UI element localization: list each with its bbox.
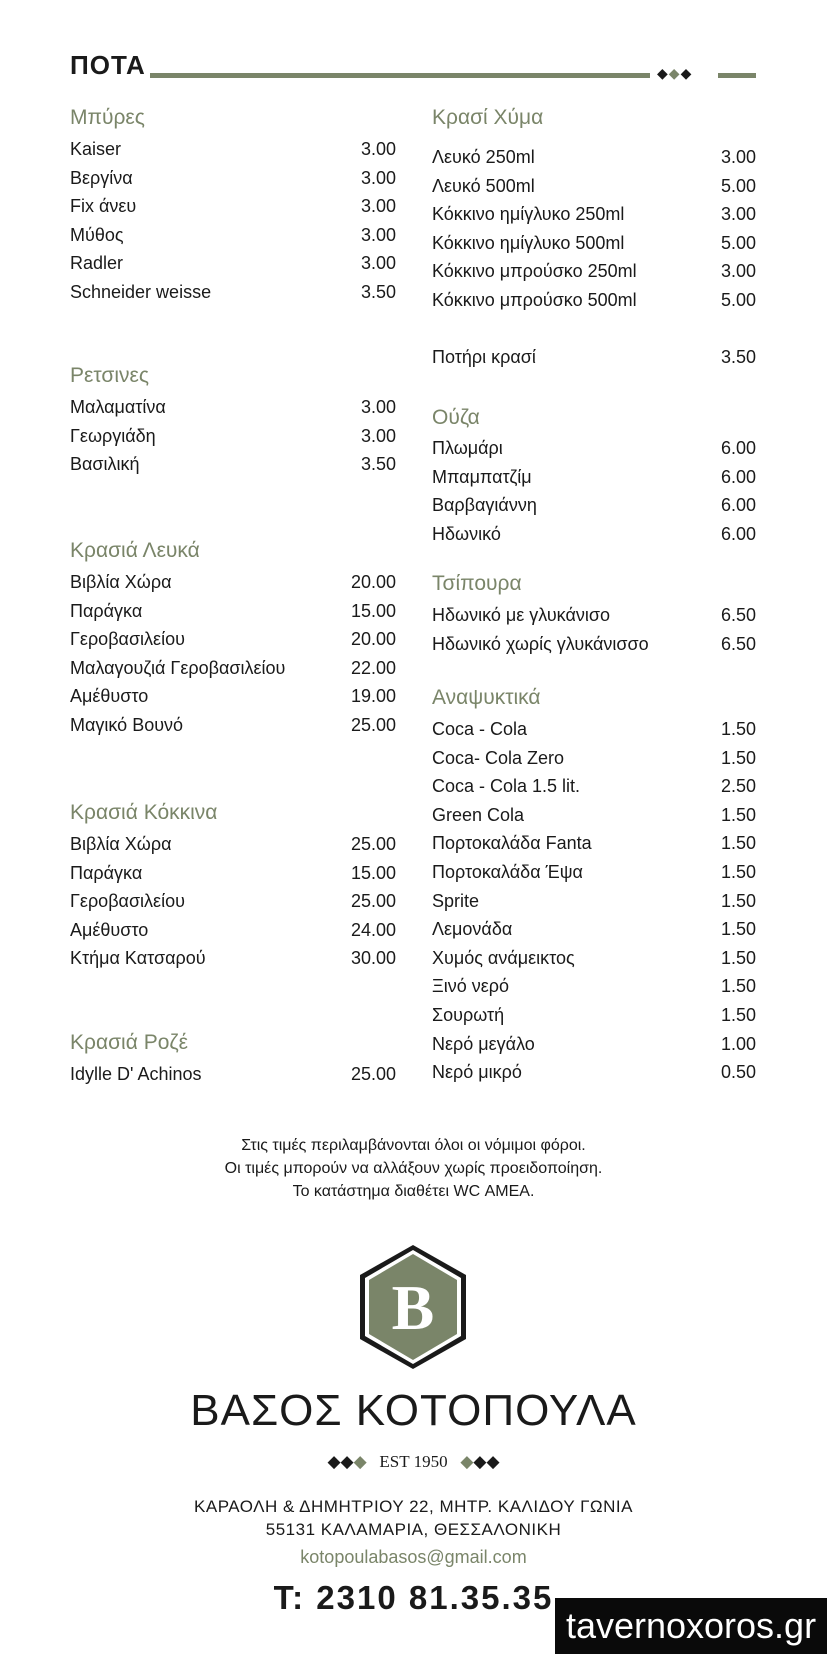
est-row <box>0 1450 827 1474</box>
menu-item <box>432 860 756 884</box>
accessibility-note: Το κατάστημα διαθέτει WC ΑΜΕΑ. <box>292 1183 535 1200</box>
diamond-icon: ◆ <box>473 1452 487 1471</box>
menu-item <box>70 627 396 651</box>
menu-item-price: 1.50 <box>720 919 756 940</box>
menu-item <box>432 746 756 770</box>
menu-item-price: 6.00 <box>720 466 756 487</box>
menu-item-name: Κόκκινο μπρούσκο 250ml <box>432 261 637 282</box>
menu-item-price: 1.50 <box>720 719 756 739</box>
section-heading: Κρασί Χύμα <box>432 106 544 129</box>
menu-item-name: Μαλαματίνα <box>70 397 166 417</box>
menu-item-price: 3.00 <box>360 425 396 446</box>
menu-item <box>432 202 756 226</box>
section-heading: Ρετσινες <box>70 364 149 387</box>
menu-item-price: 24.00 <box>350 919 396 940</box>
menu-item-price: 6.00 <box>720 523 756 544</box>
menu-item <box>70 452 396 476</box>
menu-item-price: 5.00 <box>720 232 756 253</box>
menu-item-name: Παράγκα <box>70 600 143 621</box>
menu-item-price: 1.50 <box>720 833 756 854</box>
menu-item-name: Βιβλία Χώρα <box>70 572 172 592</box>
menu-item-price: 1.50 <box>720 1005 756 1025</box>
menu-item <box>432 717 756 741</box>
menu-item <box>70 223 396 247</box>
menu-item-name: Schneider weisse <box>70 282 212 302</box>
menu-item <box>432 603 756 627</box>
menu-item-price: 1.50 <box>720 976 756 997</box>
menu-item <box>432 803 756 827</box>
menu-item <box>70 137 396 161</box>
menu-item-name: Λεμονάδα <box>432 919 513 940</box>
watermark: tavernoxoros.gr <box>555 1598 827 1654</box>
menu-item <box>432 145 756 169</box>
section-heading: Κρασιά Ροζέ <box>70 1031 189 1054</box>
menu-item-price: 25.00 <box>350 834 396 854</box>
menu-item <box>432 632 756 656</box>
menu-item-name: Kaiser <box>70 139 122 159</box>
email-link[interactable]: kotopoulabasos@gmail.com <box>300 1547 527 1567</box>
section-heading: Κρασιά Κόκκινα <box>70 801 218 824</box>
menu-item <box>432 465 756 489</box>
menu-item-price: 1.00 <box>720 1033 756 1054</box>
menu-item <box>70 395 396 419</box>
menu-item-price: 2.50 <box>720 776 756 797</box>
diamond-icon: ◆ <box>340 1452 354 1471</box>
menu-item-name: Κόκκινο ημίγλυκο 250ml <box>432 204 625 225</box>
menu-item-price: 25.00 <box>350 891 396 912</box>
menu-item <box>432 345 756 369</box>
section-heading: Κρασιά Λευκά <box>70 539 200 562</box>
menu-item-price: 6.00 <box>720 438 756 458</box>
menu-item-price: 3.50 <box>360 282 396 302</box>
menu-item-price: 3.00 <box>720 147 756 167</box>
menu-item <box>70 889 396 913</box>
menu-item-name: Ηδωνικό <box>432 523 501 544</box>
menu-item-price: 3.00 <box>360 224 396 245</box>
menu-item <box>432 259 756 283</box>
menu-item-name: Γεωργιάδη <box>70 425 156 446</box>
menu-item-name: Κόκκινο ημίγλυκο 500ml <box>432 232 625 253</box>
menu-item-name: Ξινό νερό <box>432 976 509 997</box>
menu-item-name: Μύθος <box>70 224 124 245</box>
menu-item-name: Μαγικό Βουνό <box>70 715 184 735</box>
menu-item <box>432 436 756 460</box>
menu-item-name: Κτήμα Κατσαρού <box>70 948 206 969</box>
menu-item-price: 15.00 <box>350 862 396 883</box>
menu-item-name: Βιβλία Χώρα <box>70 834 172 854</box>
menu-item <box>432 831 756 855</box>
menu-item-name: Idylle D' Achinos <box>70 1064 202 1084</box>
menu-item-name: Πλωμάρι <box>432 438 503 458</box>
page-title: ΠΟΤΑ <box>70 50 146 80</box>
menu-item-name: Σουρωτή <box>432 1005 505 1025</box>
menu-item-price: 3.00 <box>720 204 756 225</box>
menu-item-price: 1.50 <box>720 862 756 882</box>
menu-item-name: Αμέθυστο <box>70 919 149 940</box>
menu-item <box>432 174 756 198</box>
hexagon-logo-icon <box>357 1242 469 1372</box>
menu-item-price: 3.00 <box>360 253 396 274</box>
menu-item <box>432 1060 756 1084</box>
title-rule <box>150 73 650 78</box>
menu-item <box>432 231 756 255</box>
menu-item-price: 5.00 <box>720 175 756 196</box>
menu-item <box>432 917 756 941</box>
menu-item <box>70 280 396 304</box>
menu-item-name: Γεροβασιλείου <box>70 891 185 912</box>
menu-item-name: Γεροβασιλείου <box>70 629 185 650</box>
section-heading: Μπύρες <box>70 106 145 129</box>
menu-item <box>70 251 396 275</box>
section-heading: Τσίπουρα <box>432 572 522 595</box>
menu-item-name: Ηδωνικό χωρίς γλυκάνισσο <box>432 633 649 654</box>
menu-item-name: Αμέθυστο <box>70 686 149 707</box>
menu-item-name: Fix άνευ <box>70 196 137 217</box>
menu-item-price: 30.00 <box>350 948 396 969</box>
menu-item-price: 15.00 <box>350 600 396 621</box>
menu-item-name: Coca- Cola Zero <box>432 747 565 768</box>
brand-name: ΒΑΣΟΣ ΚΟΤΟΠΟΥΛΑ <box>190 1386 637 1435</box>
menu-item-price: 3.00 <box>360 139 396 159</box>
menu-item-name: Coca - Cola <box>432 719 528 739</box>
menu-item-name: Νερό μικρό <box>432 1062 522 1083</box>
logo-letter: B <box>391 1272 435 1343</box>
menu-item <box>70 599 396 623</box>
menu-item <box>432 1003 756 1027</box>
menu-item <box>432 889 756 913</box>
menu-item-price: 20.00 <box>350 572 396 592</box>
menu-item-name: Βαρβαγιάννη <box>432 495 537 516</box>
diamond-icon: ◆ <box>680 65 693 81</box>
menu-item <box>432 974 756 998</box>
menu-item-name: Green Cola <box>432 804 525 825</box>
title-rule-end <box>718 73 756 78</box>
menu-item-price: 5.00 <box>720 290 756 310</box>
menu-item <box>70 832 396 856</box>
section-heading: Ούζα <box>432 406 480 429</box>
menu-item-name: Πορτοκαλάδα Fanta <box>432 833 592 854</box>
menu-item-price: 3.00 <box>360 196 396 217</box>
menu-item-price: 6.50 <box>720 633 756 654</box>
menu-item-name: Νερό μεγάλο <box>432 1033 535 1054</box>
menu-item-price: 19.00 <box>350 686 396 707</box>
menu-item-price: 0.50 <box>720 1062 756 1083</box>
diamond-icon: ◆ <box>657 65 669 81</box>
menu-item <box>70 570 396 594</box>
menu-item <box>70 918 396 942</box>
menu-item <box>432 493 756 517</box>
menu-item <box>70 861 396 885</box>
menu-item <box>70 946 396 970</box>
menu-item-name: Radler <box>70 253 124 274</box>
menu-item-price: 1.50 <box>720 804 756 825</box>
menu-item-price: 25.00 <box>350 715 396 735</box>
diamond-icon: ◆ <box>353 1452 367 1471</box>
menu-item-price: 1.50 <box>720 947 756 968</box>
menu-item-name: Πορτοκαλάδα Έψα <box>432 862 583 882</box>
menu-item-price: 1.50 <box>720 747 756 768</box>
menu-item <box>432 522 756 546</box>
menu-item-name: Ποτήρι κρασί <box>432 347 536 367</box>
menu-item <box>70 424 396 448</box>
menu-item-name: Λευκό 250ml <box>432 147 535 167</box>
menu-item <box>432 1032 756 1056</box>
menu-item <box>70 713 396 737</box>
menu-item <box>432 288 756 312</box>
menu-item-price: 3.00 <box>720 261 756 282</box>
price-change-note: Οι τιμές μπορούν να αλλάξουν χωρίς προειδοποίηση. <box>224 1160 603 1177</box>
menu-item-name: Βασιλική <box>70 454 140 475</box>
est-label: EST 1950 <box>379 1452 448 1471</box>
phone-number[interactable]: T: 2310 81.35.35 <box>273 1579 554 1616</box>
menu-item-name: Βεργίνα <box>70 167 133 188</box>
section-heading: Αναψυκτικά <box>432 686 541 709</box>
menu-item-price: 20.00 <box>350 629 396 650</box>
menu-item-price: 6.50 <box>720 605 756 625</box>
menu-item-price: 25.00 <box>350 1064 396 1084</box>
menu-item <box>70 166 396 190</box>
menu-item-name: Λευκό 500ml <box>432 175 535 196</box>
menu-item-name: Παράγκα <box>70 862 143 883</box>
menu-item <box>70 194 396 218</box>
menu-item-name: Χυμός ανάμεικτος <box>432 947 575 968</box>
menu-item-price: 22.00 <box>350 657 396 678</box>
menu-item <box>432 946 756 970</box>
menu-item-price: 3.00 <box>360 397 396 417</box>
diamond-icon: ◆ <box>668 65 681 81</box>
address-line-2: 55131 ΚΑΛΑΜΑΡΙΑ, ΘΕΣΣΑΛΟΝΙΚΗ <box>265 1520 562 1539</box>
menu-item-price: 3.50 <box>720 347 756 367</box>
menu-item-name: Μπαμπατζίμ <box>432 466 532 487</box>
menu-item-price: 1.50 <box>720 890 756 911</box>
menu-item-price: 3.00 <box>360 167 396 188</box>
tax-note: Στις τιμές περιλαμβάνονται όλοι οι νόμιμοι φόροι. <box>241 1137 586 1154</box>
menu-item-name: Sprite <box>432 890 480 911</box>
menu-item-name: Coca - Cola 1.5 lit. <box>432 776 581 797</box>
diamond-icon: ◆ <box>486 1452 500 1471</box>
logo <box>357 1242 469 1372</box>
menu-item-name: Μαλαγουζιά Γεροβασιλείου <box>70 657 286 678</box>
diamond-icon: ◆ <box>327 1452 341 1471</box>
menu-item-price: 3.50 <box>360 454 396 475</box>
menu-item <box>70 684 396 708</box>
menu-item <box>432 774 756 798</box>
menu-item-name: Κόκκινο μπρούσκο 500ml <box>432 290 637 310</box>
address-line-1: ΚΑΡΑΟΛΗ & ΔΗΜΗΤΡΙΟΥ 22, ΜΗΤΡ. ΚΑΛΙΔΟΥ ΓΩΝΙΑ <box>194 1497 633 1516</box>
menu-item <box>70 1062 396 1086</box>
menu-item <box>70 656 396 680</box>
menu-item-name: Ηδωνικό με γλυκάνισο <box>432 605 610 625</box>
diamond-icon: ◆ <box>460 1452 474 1471</box>
menu-item-price: 6.00 <box>720 495 756 516</box>
title-diamonds <box>657 63 692 83</box>
